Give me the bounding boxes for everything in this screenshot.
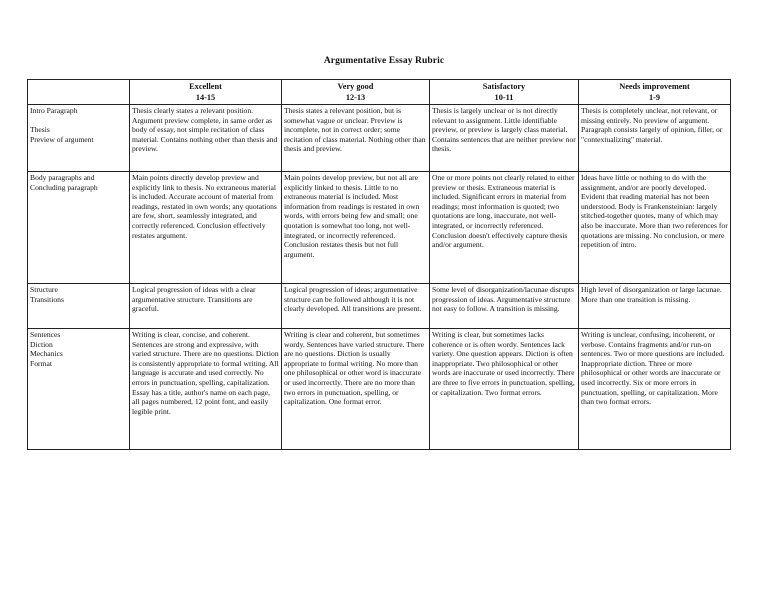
criteria-cell-satisfactory: Thesis is largely unclear or is not directly relevant to assignment. Little identifiable preview, or preview is largely class material. Contains sentences that are neither preview nor thesis. — [430, 105, 579, 172]
header-row — [28, 80, 731, 105]
category-label: Concluding paragraph — [30, 182, 98, 192]
header-excellent — [130, 80, 282, 105]
criteria-cell-excellent: Writing is clear, concise, and coherent. Sentences are strong and expressive, with varied structure. There are no questions. Diction is consistently appropriate to formal writing. All language is accurate and used correctly. No errors in punctuation, spelling, capitalization. Essay has a title, author's name on each page, all pages numbered, 12 point font, and easily legible print. — [130, 329, 282, 450]
category-cell — [28, 284, 130, 329]
table-row-body-paragraphs — [28, 172, 731, 284]
criteria-cell-needs-improvement: Thesis is completely unclear, not relevant, or missing entirely. No preview of argument. Paragraph consists largely of opinion, filler, or "contextualizing" material. — [579, 105, 731, 172]
category-label: Mechanics — [30, 349, 63, 359]
header-level-label: Excellent — [189, 82, 222, 91]
header-level-label: Very good — [337, 82, 374, 91]
rubric-table — [27, 79, 731, 450]
category-spacer — [30, 116, 127, 126]
category-label: Intro Paragraph — [30, 106, 78, 115]
criteria-cell-needs-improvement: High level of disorganization or large lacunae. More than one transition is missing. — [579, 284, 731, 329]
category-label: Sentences — [30, 330, 61, 339]
category-label: Transitions — [30, 294, 64, 304]
header-score-range: 12-13 — [345, 92, 366, 102]
criteria-cell-needs-improvement: Writing is unclear, confusing, incoherent, or verbose. Contains fragments and/or run-on sentences. Two or more questions are included. Inappropriate diction. Three or more philosophical or other words are inaccurate or used incorrectly. Six or more errors in punctuation, spelling, or capitalization. More than two format errors. — [579, 329, 731, 450]
criteria-cell-satisfactory: Writing is clear, but sometimes lacks coherence or is often wordy. Sentences lack variety. One question appears. Diction is often inappropriate. Two philosophical or other words are inaccurate or used incorrectly. There are three to five errors in punctuation, spelling, or capitalization. Two format errors. — [430, 329, 579, 450]
criteria-cell-very-good: Thesis states a relevant position, but is somewhat vague or unclear. Preview is incomplete, not in correct order; some recitation of class material. Nothing other than thesis and preview. — [282, 105, 430, 172]
criteria-cell-excellent: Thesis clearly states a relevant position. Argument preview complete, in same order as body of essay, not simple recitation of class material. Contains nothing other than thesis and preview. — [130, 105, 282, 172]
criteria-cell-excellent: Logical progression of ideas with a clear argumentative structure. Transitions are graceful. — [130, 284, 282, 329]
category-label: Diction — [30, 339, 53, 349]
category-cell — [28, 329, 130, 450]
category-label: Preview of argument — [30, 134, 94, 144]
table-row-intro-paragraph — [28, 105, 731, 172]
category-label: Structure — [30, 285, 58, 294]
category-cell — [28, 172, 130, 284]
category-label: Format — [30, 358, 52, 368]
criteria-cell-very-good: Main points develop preview, but not all are explicitly linked to thesis. Little to no extraneous material is included. Most information from readings is restated in own words, with errors being few and small; one quotation is somewhat too long, not well-integrated, or incorrectly referenced. Conclusion restates thesis but not full argument. — [282, 172, 430, 284]
category-label: Body paragraphs and — [30, 173, 95, 182]
criteria-cell-very-good: Writing is clear and coherent, but sometimes wordy. Sentences have varied structure. There are no questions. Diction is usually appropriate to formal writing. No more than one philosophical or other word is inaccurate or used incorrectly. There are no more than two errors in punctuation, spelling, or capitalization. One format error. — [282, 329, 430, 450]
header-very-good — [282, 80, 430, 105]
header-score-range: 14-15 — [195, 92, 216, 102]
header-satisfactory — [430, 80, 579, 105]
criteria-cell-excellent: Main points directly develop preview and explicitly link to thesis. No extraneous material is included. Accurate account of material from readings, restated in own words; any quotations are few, short, seamlessly integrated, and correctly referenced. Conclusion effectively restates argument. — [130, 172, 282, 284]
criteria-cell-needs-improvement: Ideas have little or nothing to do with the assignment, and/or are poorly developed. Evident that reading material has not been understood. Body is Frankensteinian: largely stitched-together quotes, many of which may also be inaccurate. More than two references for quotations are missing. No conclusion, or mere repetition of intro. — [579, 172, 731, 284]
criteria-cell-satisfactory: Some level of disorganization/lacunae disrupts progression of ideas. Argumentative structure not easy to follow. A transition is missing. — [430, 284, 579, 329]
header-corner-cell — [28, 80, 130, 105]
header-score-range: 10-11 — [494, 92, 514, 102]
category-cell — [28, 105, 130, 172]
criteria-cell-satisfactory: One or more points not clearly related to either preview or thesis. Extraneous material is included. Significant errors in material from readings; most information is quoted; two quotations are long, inaccurate, not well-integrated, or incorrectly referenced. Conclusion doesn't effectively capture thesis and/or argument. — [430, 172, 579, 284]
header-level-label: Needs improvement — [619, 82, 690, 91]
header-needs-improvement — [579, 80, 731, 105]
header-level-label: Satisfactory — [482, 82, 526, 91]
document-title: Argumentative Essay Rubric — [323, 56, 445, 66]
header-score-range: 1-9 — [648, 92, 661, 102]
table-row-structure — [28, 284, 731, 329]
criteria-cell-very-good: Logical progression of ideas; argumentative structure can be followed although it is not clearly developed. All transitions are present. — [282, 284, 430, 329]
category-label: Thesis — [30, 125, 50, 135]
table-row-sentences — [28, 329, 731, 450]
